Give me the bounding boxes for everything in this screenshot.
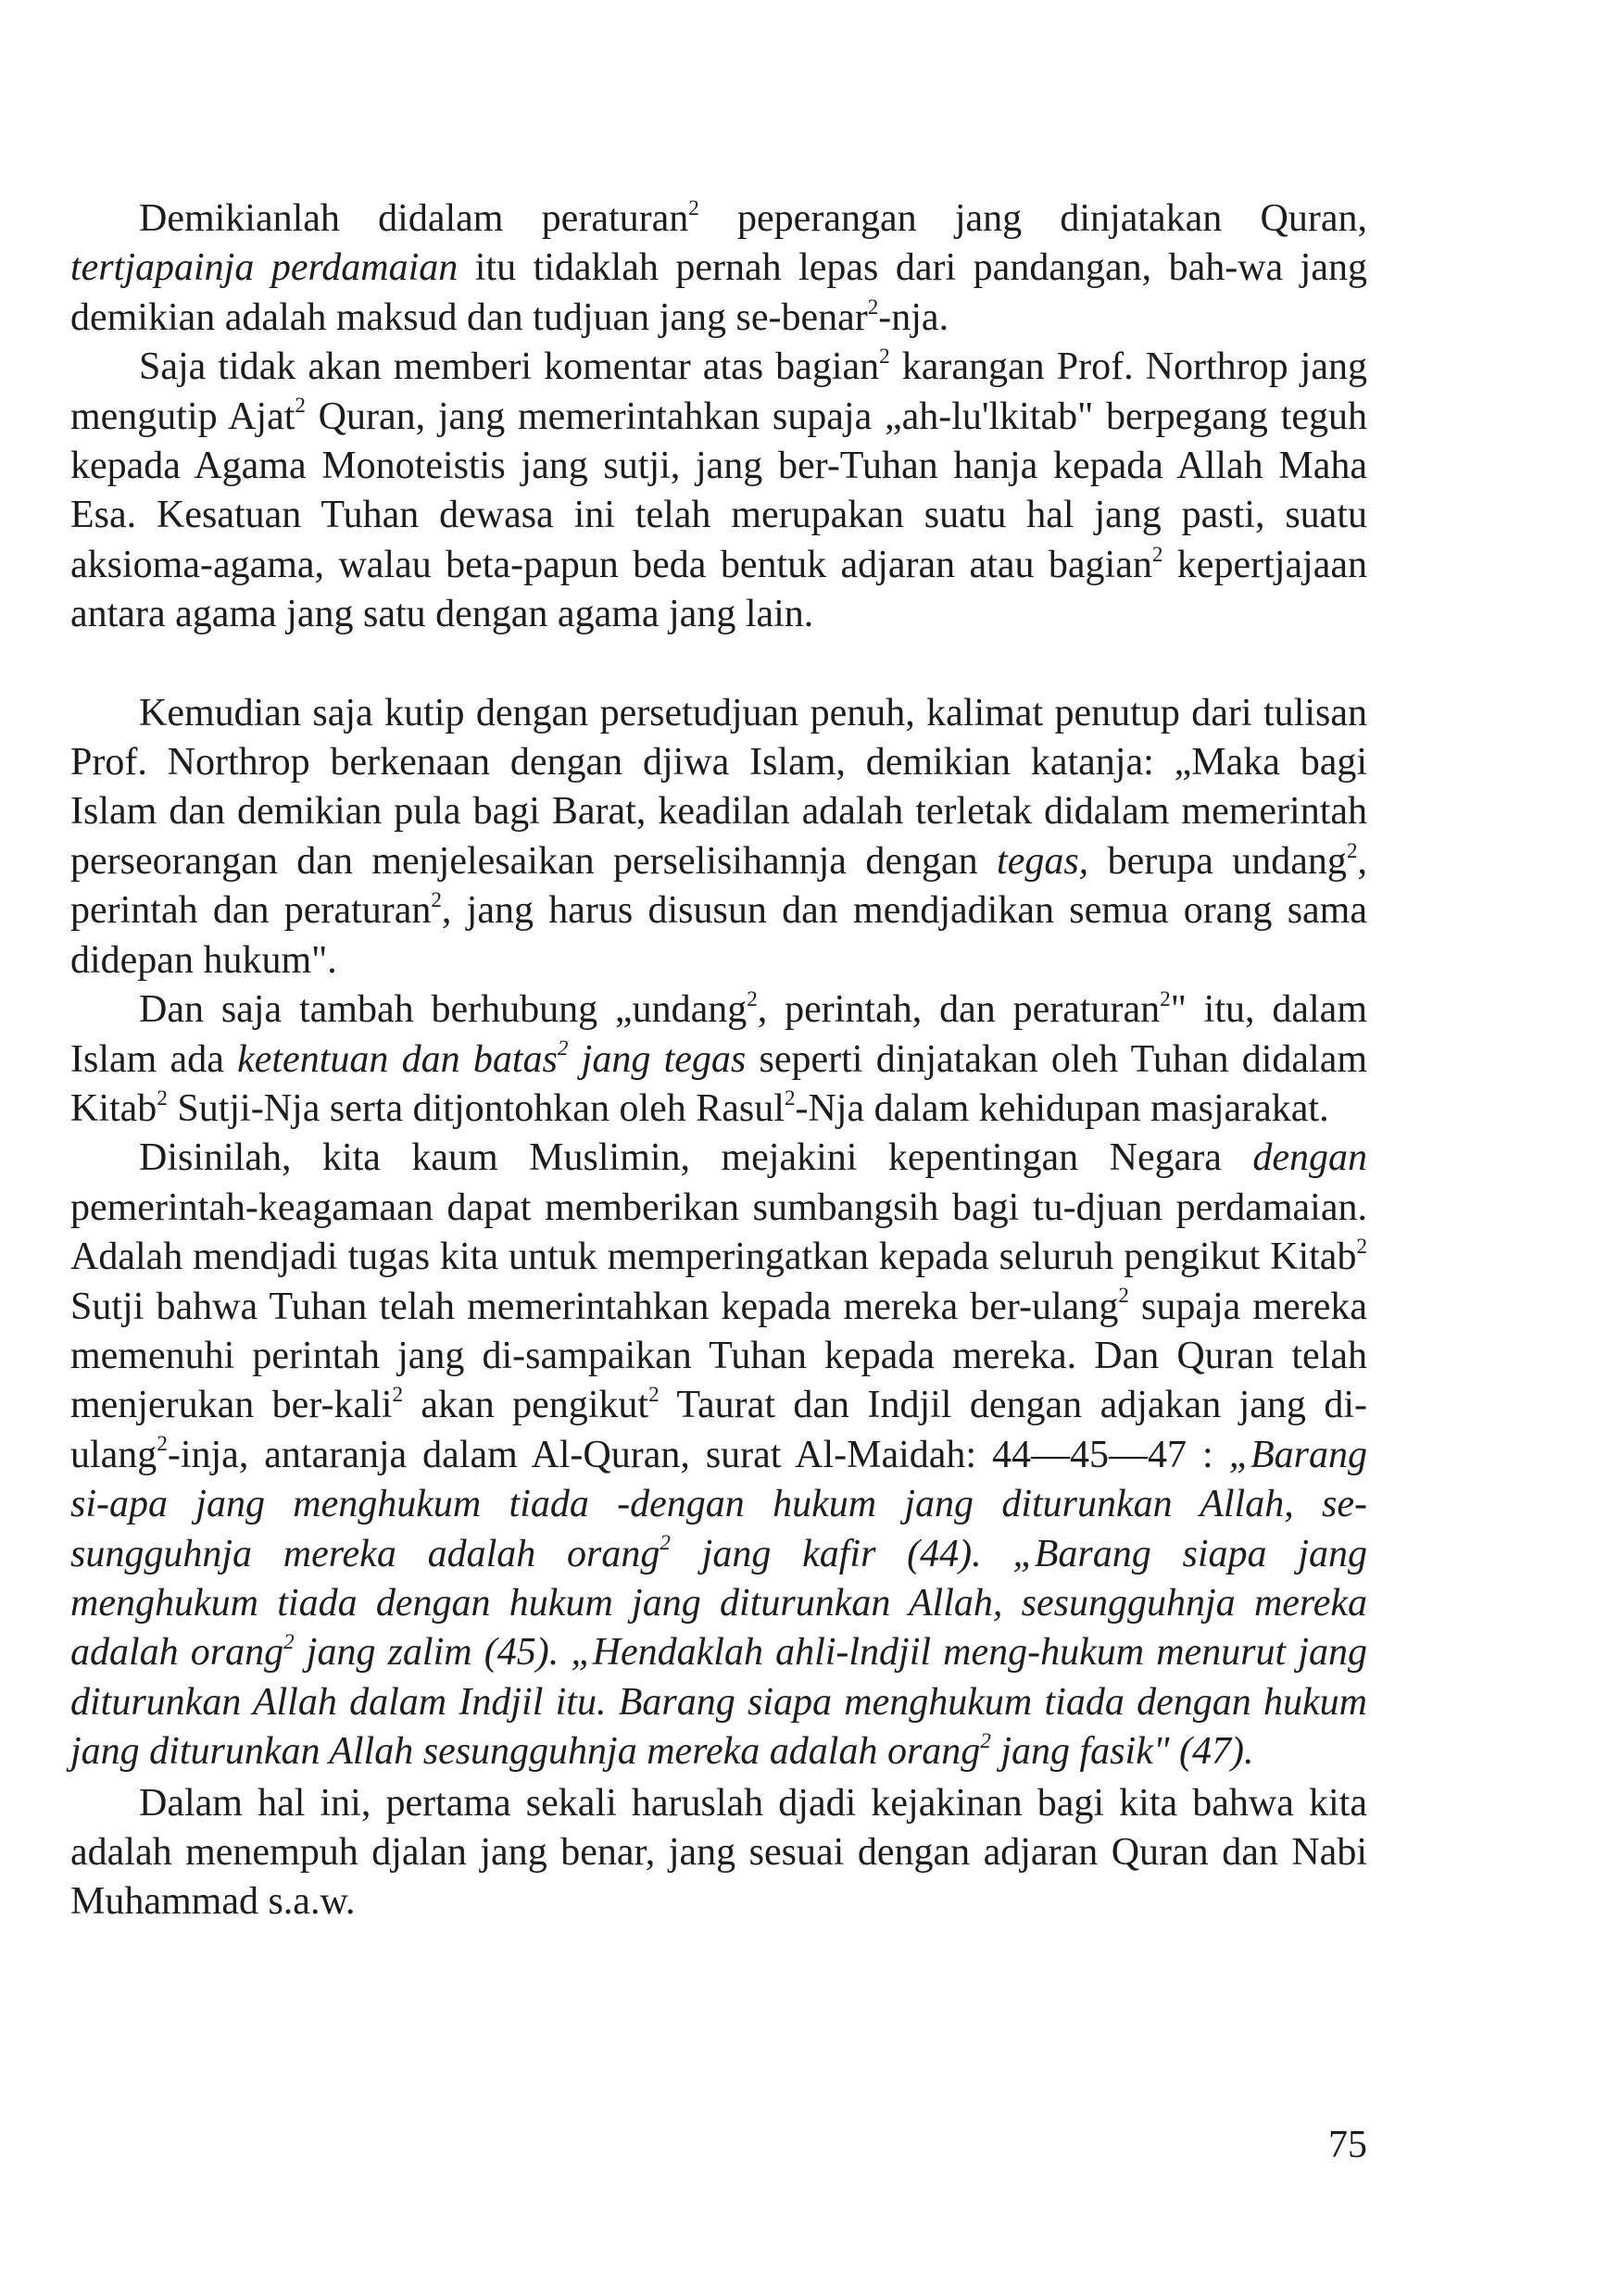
paragraph-6: Dalam hal ini, pertama sekali haruslah djadi kejakinan bagi kita bahwa kita adalah menempuh djalan jang benar, jang sesuai dengan adjaran Quran dan Nabi Muhammad s.a.w. <box>70 1781 1367 1924</box>
paragraph-2: Saja tidak akan memberi komentar atas bagian$^2$ karangan Prof. Northrop jang mengutip Ajat$^2$ Quran, jang memerintahkan supaja „ah-lu'lkitab" berpegang teguh kepada Agama Monoteistis jang sutji, jang ber-Tuhan hanja kepada Allah Maha Esa. Kesatuan Tuhan dewasa ini telah merupakan suatu hal jang pasti, suatu aksioma-agama, walau beta-papun beda bentuk adjaran atau bagian$^2$ kepertjajaan antara agama jang satu dengan agama jang lain. <box>70 343 1367 636</box>
paragraph-5: Disinilah, kita kaum Muslimin, mejakini kepentingan Negara dengan pemerintah-keagamaan dapat memberikan sumbangsih bagi tu-djuan perdamaian. Adalah mendjadi tugas kita untuk memperingatkan kepada seluruh pengikut Kitab$^2$ Sutji bahwa Tuhan telah memerintahkan kepada mereka ber-ulang$^2$ supaja mereka memenuhi perintah jang di-sampaikan Tuhan kepada mereka. Dan Quran telah menjerukan ber-kali$^2$ akan pengikut$^2$ Taurat dan Indjil dengan adjakan jang di-ulang$^2$-inja, antaranja dalam Al-Quran, surat Al-Maidah: 44—45—47 : „Barang si-apa jang menghukum tiada -dengan hukum jang diturunkan Allah, se-sungguhnja mereka adalah orang$^2$ jang kafir (44). „Barang siapa jang menghukum tiada dengan hukum jang diturunkan Allah, sesungguhnja mereka adalah orang$^2$ jang zalim (45). „Hendaklah ahli-lndjil meng-hukum menurut jang diturunkan Allah dalam Indjil itu. Barang siapa menghukum tiada dengan hukum jang diturunkan Allah sesungguhnja mereka adalah orang$^2$ jang fasik" (47). <box>70 1136 1368 1774</box>
paragraph-4: Dan saja tambah berhubung „undang$^2$, perintah, dan peraturan$^2$" itu, dalam Islam ada ketentuan dan batas$^2$ jang tegas seperti dinjatakan oleh Tuhan didalam Kitab$^2$ Sutji-Nja serta ditjontohkan oleh Rasul$^2$-Nja dalam kehidupan masjarakat. <box>70 985 1368 1130</box>
page-body <box>70 194 1367 1927</box>
paragraph-1: Demikianlah didalam peraturan$^2$ peperangan jang dinjatakan Quran, tertjapainja perdamaian itu tidaklah pernah lepas dari pandangan, bah-wa jang demikian adalah maksud dan tudjuan jang se-benar$^2$-nja. <box>70 194 1367 339</box>
paragraph-3: Kemudian saja kutip dengan persetudjuan penuh, kalimat penutup dari tulisan Prof. Northrop berkenaan dengan djiwa Islam, demikian katanja: „Maka bagi Islam dan demikian pula bagi Barat, keadilan adalah terletak didalam memerintah perseorangan dan menjelesaikan perselisihannja dengan tegas, berupa undang$^2$, perintah dan peraturan$^2$, jang harus disusun dan mendjadikan semua orang sama didepan hukum". <box>70 691 1367 982</box>
page-number: 75 <box>1328 2124 1367 2166</box>
